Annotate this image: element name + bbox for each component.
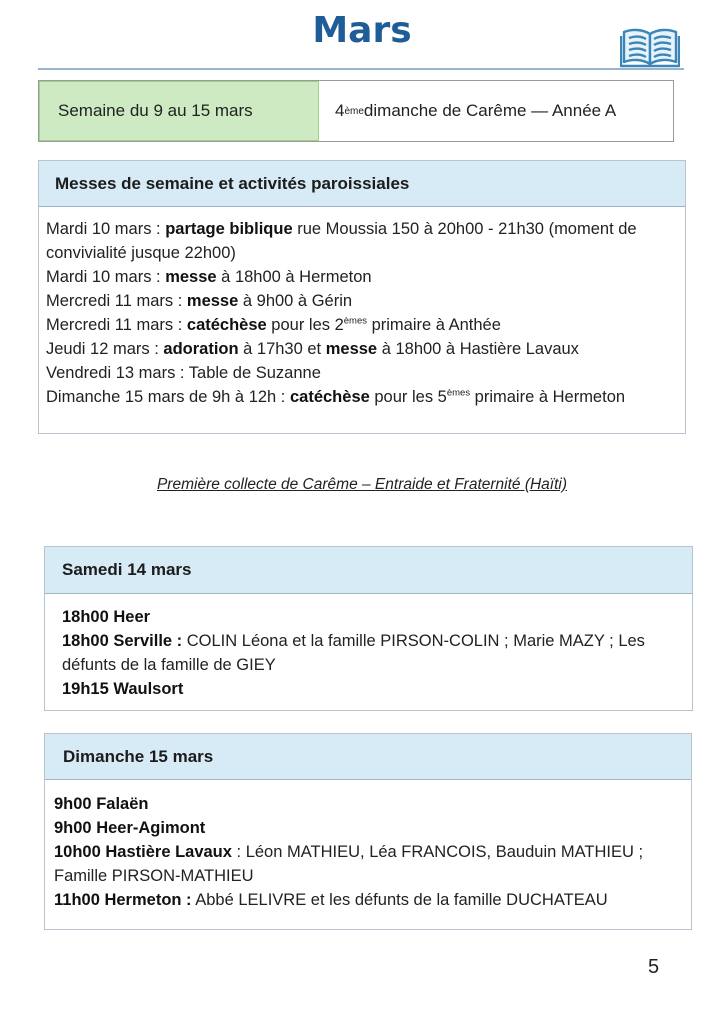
- activities-list: [39, 207, 685, 409]
- activity-item: Vendredi 13 mars : Table de Suzanne: [46, 364, 321, 382]
- mass-item: 18h00 Heer: [62, 608, 151, 626]
- mass-item: 18h00 Serville : COLIN Léona et la famille PIRSON-COLIN ; Marie MAZY ; Les défunts de la famille de GIEY: [62, 632, 645, 674]
- sunday-heading: Dimanche 15 mars: [45, 734, 691, 780]
- activity-item: Jeudi 12 mars : adoration à 17h30 et messe à 18h00 à Hastière Lavaux: [46, 340, 579, 358]
- activity-item: Mercredi 11 mars : catéchèse pour les 2èmes primaire à Anthée: [46, 315, 501, 334]
- activity-item: Dimanche 15 mars de 9h à 12h : catéchèse pour les 5èmes primaire à Hermeton: [46, 387, 626, 406]
- open-book-icon: [620, 26, 680, 68]
- saturday-list: [45, 594, 692, 701]
- week-banner: [38, 80, 674, 142]
- sunday-label: 4 ème dimanche de Carême — Année A: [335, 101, 617, 120]
- sunday-section: [44, 733, 692, 930]
- mass-item: 9h00 Falaën: [54, 795, 149, 813]
- mass-item: 11h00 Hermeton : Abbé LELIVRE et les défunts de la famille DUCHATEAU: [54, 891, 608, 909]
- header-rule: [38, 68, 684, 70]
- activities-heading: Messes de semaine et activités paroissiales: [39, 161, 685, 207]
- page-title: Mars: [312, 10, 412, 51]
- collecte-note: Première collecte de Carême – Entraide et Fraternité (Haïti): [156, 476, 568, 493]
- activity-item: Mardi 10 mars : partage biblique rue Moussia 150 à 20h00 - 21h30 (moment de convivialité jusque 22h00): [46, 220, 637, 262]
- sunday-list: [45, 780, 691, 912]
- mass-item: 19h15 Waulsort: [62, 680, 184, 698]
- mass-item: 10h00 Hastière Lavaux : Léon MATHIEU, Léa FRANCOIS, Bauduin MATHIEU ; Famille PIRSON-MATHIEU: [54, 843, 644, 885]
- mass-item: 9h00 Heer-Agimont: [54, 819, 206, 837]
- activities-section: [38, 160, 686, 434]
- activity-item: Mardi 10 mars : messe à 18h00 à Hermeton: [46, 268, 372, 286]
- activity-item: Mercredi 11 mars : messe à 9h00 à Gérin: [46, 292, 353, 310]
- week-label: Semaine du 9 au 15 mars: [39, 81, 319, 141]
- saturday-section: [44, 546, 693, 711]
- saturday-heading: Samedi 14 mars: [45, 547, 692, 594]
- page-number: 5: [648, 956, 660, 978]
